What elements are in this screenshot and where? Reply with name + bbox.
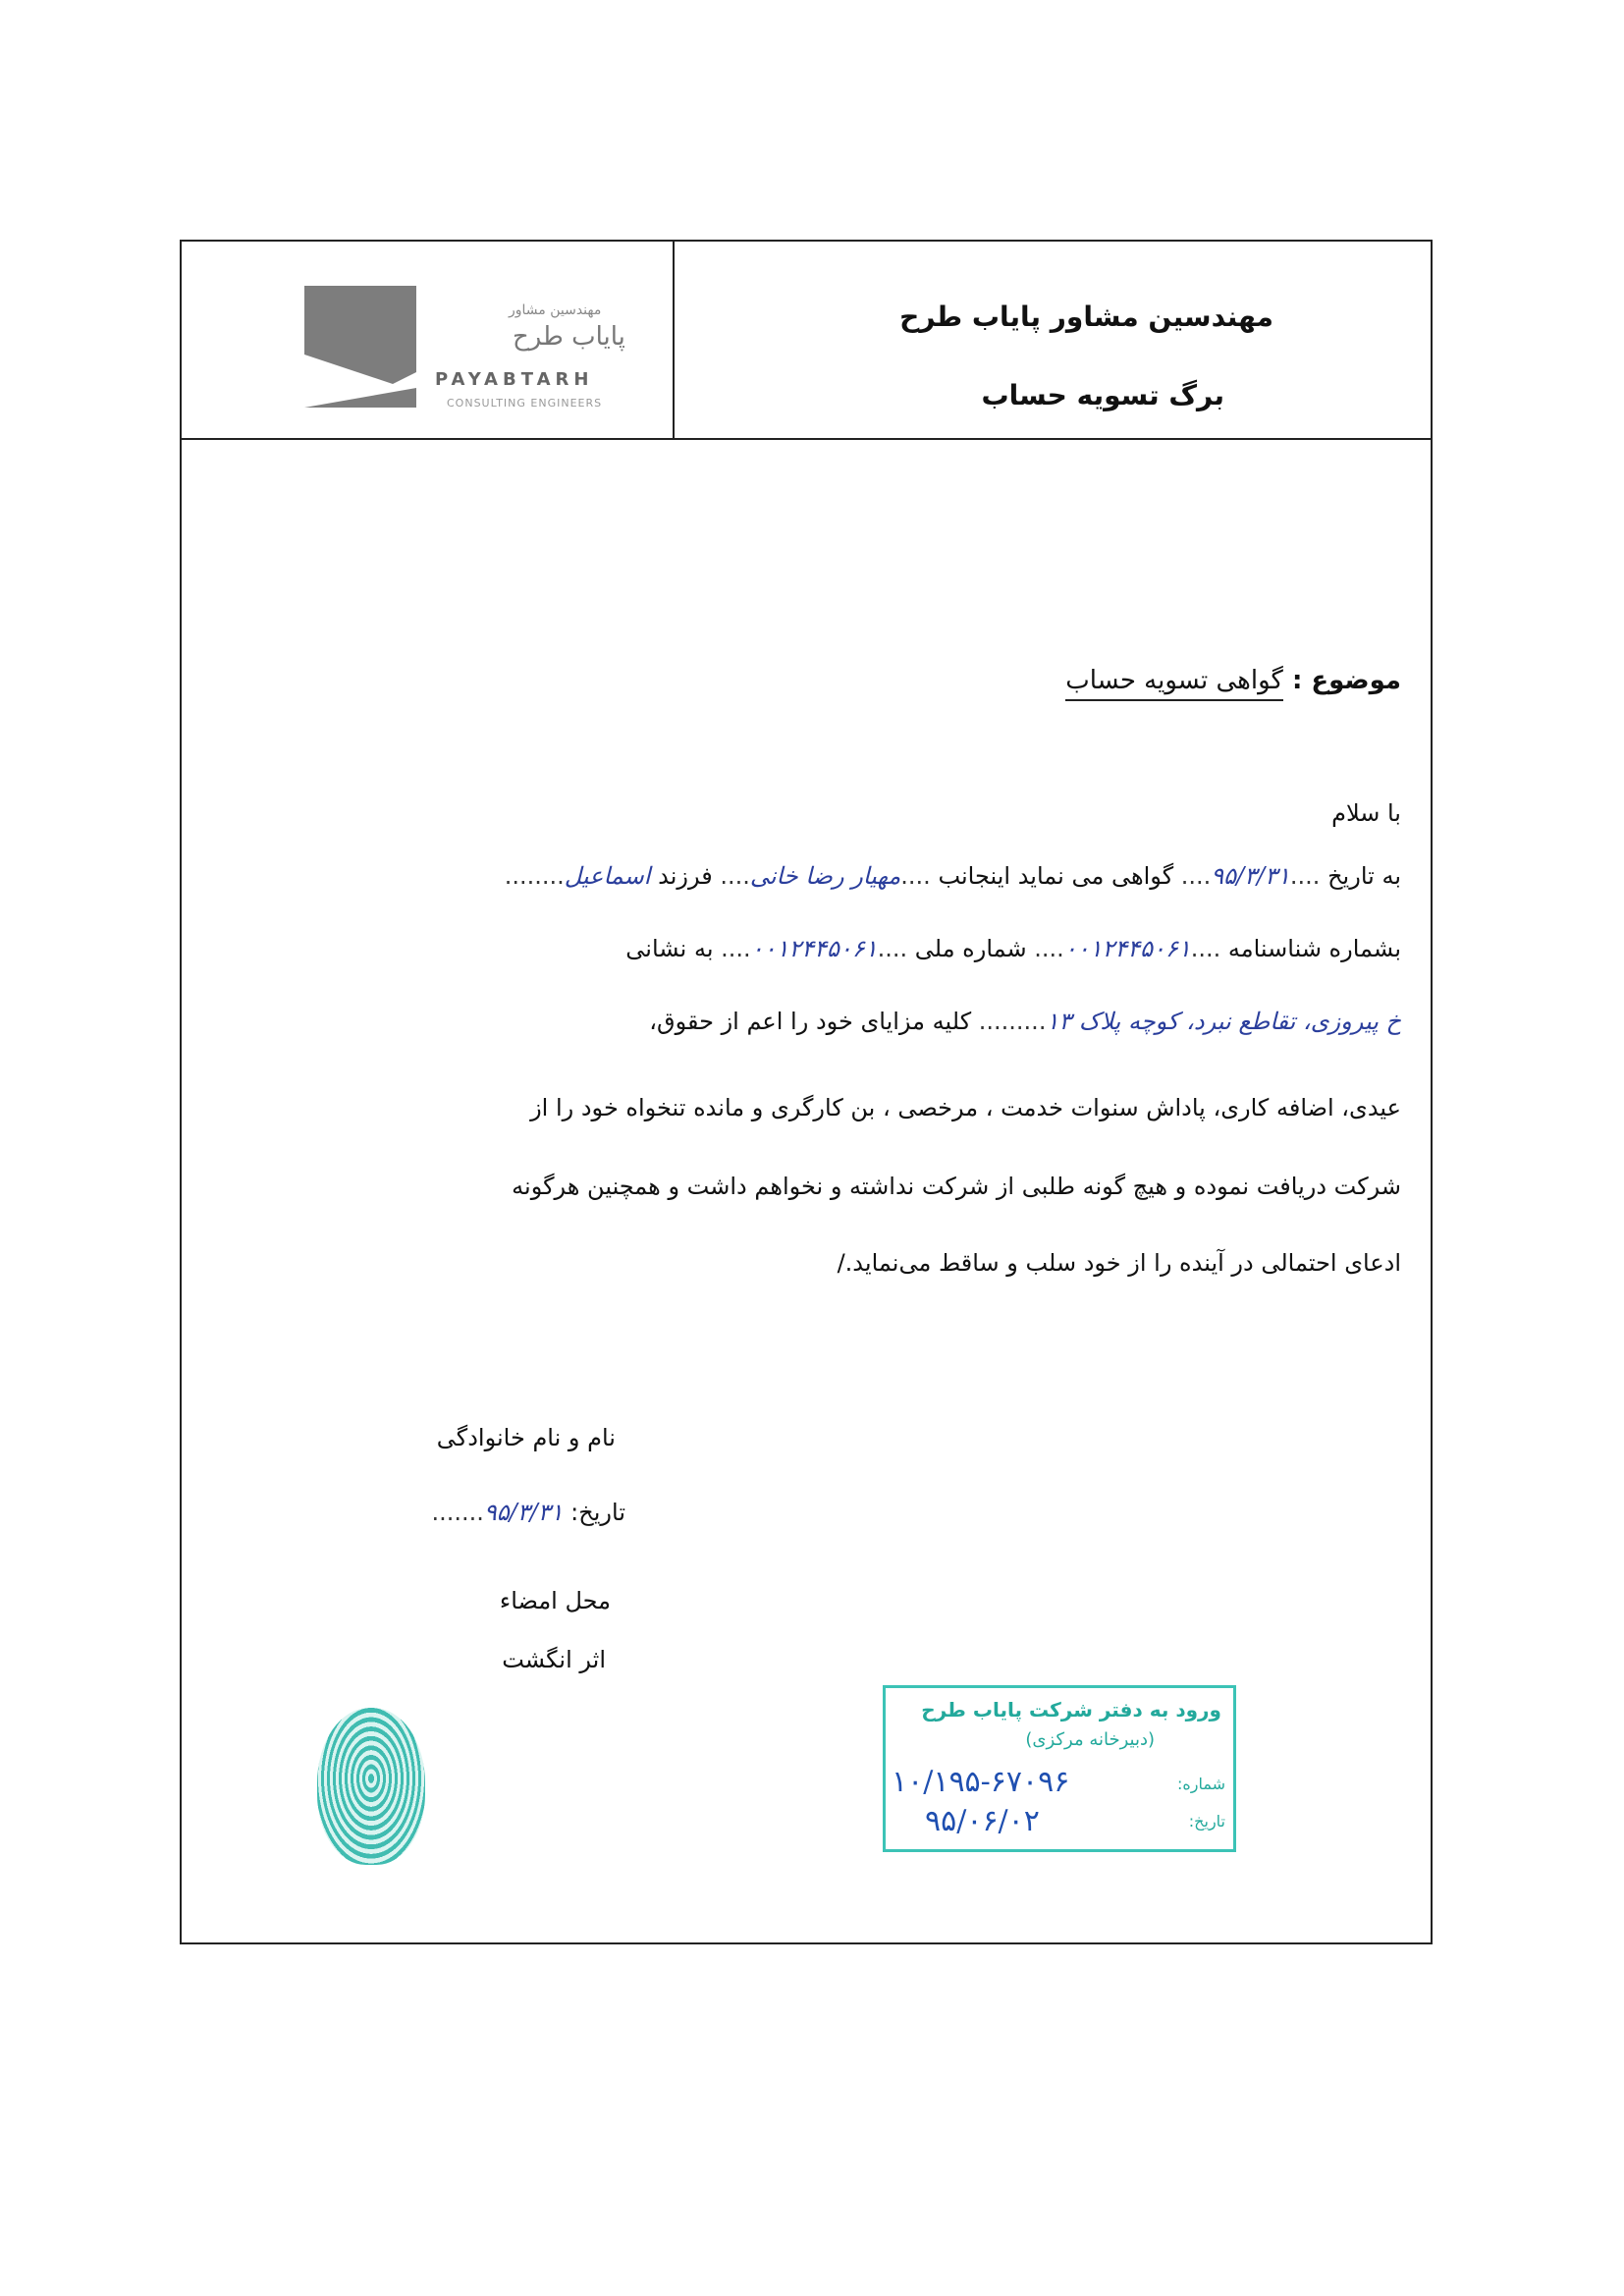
text-id-label: بشماره شناسنامه	[1227, 935, 1401, 962]
dots: ....	[720, 862, 750, 890]
subject-line	[1065, 666, 1401, 695]
signature-place-label: محل امضاء	[499, 1587, 611, 1614]
dots: ....	[1190, 935, 1221, 962]
stamp-date-label: تاریخ:	[1188, 1812, 1225, 1831]
body-line-4: عیدی، اضافه کاری، پاداش سنوات خدمت ، مرخصی ، بن کارگری و مانده تنخواه خود را از	[530, 1094, 1401, 1121]
fingerprint-image	[317, 1708, 425, 1865]
stamp-date-value: ۹۵/۰۶/۰۲	[925, 1804, 1040, 1838]
registry-stamp	[883, 1685, 1236, 1852]
body-line-1	[505, 862, 1401, 890]
document-frame	[180, 240, 1433, 1944]
form-title: برگ تسویه حساب	[981, 379, 1224, 411]
company-name: مهندسین مشاور پایاب طرح	[899, 301, 1273, 333]
logo-mark	[304, 286, 416, 408]
dots: .......	[431, 1499, 484, 1526]
greeting: با سلام	[1331, 799, 1401, 827]
dots: ....	[877, 935, 908, 962]
dots: ........	[504, 862, 565, 890]
fingerprint-label: اثر انگشت	[502, 1646, 606, 1673]
handwritten-national-id: ۰۰۱۲۴۴۵۰۶۱	[750, 935, 878, 962]
stamp-number-value: ۱۰/۱۹۵-۶۷۰۹۶	[892, 1765, 1070, 1799]
logo-en-sub: CONSULTING ENGINEERS	[447, 397, 603, 410]
signature-date	[431, 1499, 625, 1526]
handwritten-id: ۰۰۱۲۴۴۵۰۶۱	[1063, 935, 1191, 962]
text-address-label: به نشانی	[625, 935, 714, 962]
dots: ....	[721, 935, 751, 962]
dots: ....	[900, 862, 931, 890]
text-date-prefix: به تاریخ	[1327, 862, 1401, 890]
logo-fa-small: مهندسین مشاور	[509, 302, 602, 318]
logo-en-name: PAYABTARH	[435, 369, 594, 390]
text-child-of: فرزند	[658, 862, 713, 890]
stamp-number-label: شماره:	[1176, 1775, 1225, 1793]
text-benefits: کلیه مزایای خود را اعم از حقوق،	[649, 1008, 972, 1035]
body-line-5: شرکت دریافت نموده و هیچ گونه طلبی از شرکت نداشته و نخواهم داشت و همچنین هرگونه	[512, 1173, 1401, 1200]
text-national-label: شماره ملی	[914, 935, 1027, 962]
header-row	[182, 242, 1431, 440]
subject-label: موضوع :	[1291, 666, 1401, 695]
handwritten-name: مهیار رضا خانی	[749, 862, 901, 890]
logo-fa-name: پایاب طرح	[513, 322, 625, 352]
dots: ....	[1180, 862, 1212, 890]
signature-name-label: نام و نام خانوادگی	[436, 1424, 616, 1451]
header-divider	[673, 242, 675, 438]
handwritten-address: خ پیروزی، تقاطع نبرد، کوچه پلاک ۱۳	[1046, 1008, 1401, 1035]
dots: ....	[1289, 862, 1321, 890]
signature-date-label: تاریخ:	[570, 1499, 625, 1526]
handwritten-signature-date: ۹۵/۳/۳۱	[483, 1499, 564, 1526]
stamp-title: ورود به دفتر شرکت پایاب طرح	[921, 1698, 1221, 1722]
handwritten-father: اسماعیل	[564, 862, 651, 890]
stamp-subtitle: (دبیرخانه مرکزی)	[1025, 1729, 1155, 1750]
body-line-2	[625, 935, 1401, 962]
logo-graphic	[304, 286, 416, 408]
body-line-3	[649, 1008, 1401, 1035]
body-line-6: ادعای احتمالی در آینده را از خود سلب و ساقط می‌نماید./	[837, 1249, 1401, 1277]
text-certify: گواهی می نماید اینجانب	[938, 862, 1174, 890]
subject-value: گواهی تسویه حساب	[1065, 666, 1283, 701]
dots: ....	[1034, 935, 1064, 962]
dots: .........	[978, 1008, 1047, 1035]
handwritten-date: ۹۵/۳/۳۱	[1211, 862, 1290, 890]
